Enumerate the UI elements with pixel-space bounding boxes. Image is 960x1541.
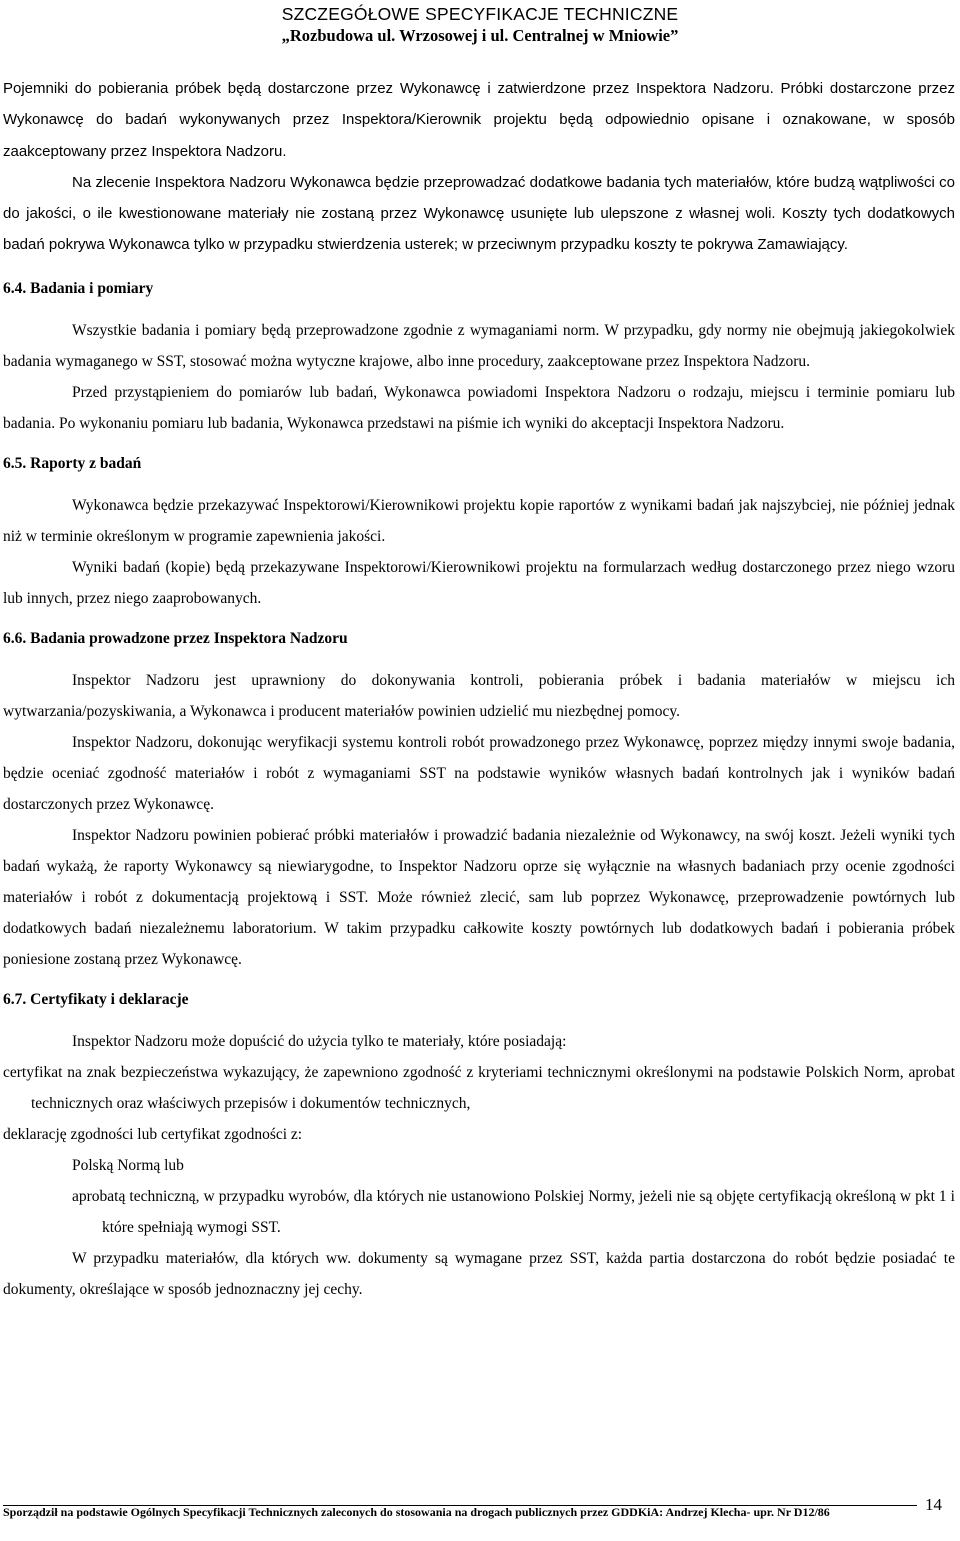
section-heading-6-7: 6.7. Certyfikaty i deklaracje bbox=[3, 990, 189, 1008]
section-heading-6-6: 6.6. Badania prowadzone przez Inspektora Nadzoru bbox=[3, 629, 348, 647]
list-item: certyfikat na znak bezpieczeństwa wykazujący, że zapewniono zgodność z kryteriami technicznymi określonymi na podstawie Polskich Norm, aprobat technicznych oraz właściwych przepisów i dokumentów technicznych, bbox=[3, 1063, 955, 1112]
footer-note: Sporządził na podstawie Ogólnych Specyfikacji Technicznych zaleconych do stosowania na drogach publicznych przez GDDKiA: Andrzej Klecha- upr. Nr D12/86 bbox=[3, 1505, 830, 1519]
page-header bbox=[0, 3, 960, 47]
section-heading-6-4: 6.4. Badania i pomiary bbox=[3, 279, 154, 297]
sub-list-item: aprobatą techniczną, w przypadku wyrobów, dla których nie ustanowiono Polskiej Normy, jeżeli nie są objęte certyfikacją określoną w pkt 1 i które spełniają wymogi SST. bbox=[72, 1187, 955, 1236]
paragraph: Na zlecenie Inspektora Nadzoru Wykonawca będzie przeprowadzać dodatkowe badania tych materiałów, które budzą wątpliwości co do jakości, o ile kwestionowane materiały nie zostaną przez Wykonawcę usunięte lub ulepszone z własnej woli. Koszty tych dodatkowych badań pokrywa Wykonawca tylko w przypadku stwierdzenia usterek; w przeciwnym przypadku koszty te pokrywa Zamawiający. bbox=[3, 173, 955, 254]
document-body bbox=[3, 73, 955, 1305]
section-heading-6-5: 6.5. Raporty z badań bbox=[3, 454, 142, 472]
paragraph: Przed przystąpieniem do pomiarów lub badań, Wykonawca powiadomi Inspektora Nadzoru o rodzaju, miejscu i terminie pomiaru lub badania. Po wykonaniu pomiaru lub badania, Wykonawca przedstawi na piśmie ich wyniki do akceptacji Inspektora Nadzoru. bbox=[3, 383, 955, 432]
paragraph: Wyniki badań (kopie) będą przekazywane Inspektorowi/Kierownikowi projektu na formularzach według dostarczonego przez niego wzoru lub innych, przez niego zaaprobowanych. bbox=[3, 558, 955, 607]
project-title: „Rozbudowa ul. Wrzosowej i ul. Centralnej w Mniowie” bbox=[281, 26, 679, 45]
list-item: deklarację zgodności lub certyfikat zgodności z: bbox=[3, 1125, 303, 1143]
paragraph: Inspektor Nadzoru powinien pobierać próbki materiałów i prowadzić badania niezależnie od Wykonawcy, na swój koszt. Jeżeli wyniki tych badań wykażą, że raporty Wykonawcy są niewiarygodne, to Inspektor Nadzoru oprze się wyłącznie na własnych badaniach przy ocenie zgodności materiałów i robót z dokumentacją projektową i SST. Może również zlecić, sam lub poprzez Wykonawcę, przeprowadzenie powtórnych lub dodatkowych badań niezależnemu laboratorium. W takim przypadku całkowite koszty powtórnych lub dodatkowych badań i pobierania próbek poniesione zostaną przez Wykonawcę. bbox=[3, 826, 955, 968]
document-type-title: SZCZEGÓŁOWE SPECYFIKACJE TECHNICZNE bbox=[281, 4, 679, 24]
paragraph: Wszystkie badania i pomiary będą przeprowadzone zgodnie z wymaganiami norm. W przypadku, gdy normy nie obejmują jakiegokolwiek badania wymaganego w SST, stosować można wytyczne krajowe, albo inne procedury, zaakceptowane przez Inspektora Nadzoru. bbox=[3, 321, 955, 370]
paragraph: Inspektor Nadzoru, dokonując weryfikacji systemu kontroli robót prowadzonego przez Wykonawcę, poprzez między innymi swoje badania, będzie oceniać zgodność materiałów i robót z wymaganiami SST na podstawie wyników własnych badań kontrolnych jak i wyników badań dostarczonych przez Wykonawcę. bbox=[3, 733, 955, 813]
page-number: 14 bbox=[925, 1495, 942, 1514]
paragraph: Inspektor Nadzoru jest uprawniony do dokonywania kontroli, pobierania próbek i badania materiałów w miejscu ich wytwarzania/pozyskiwania, a Wykonawca i producent materiałów powinien udzielić mu niezbędnej pomocy. bbox=[3, 671, 955, 720]
paragraph: Wykonawca będzie przekazywać Inspektorowi/Kierownikowi projektu kopie raportów z wynikami badań jak najszybciej, nie później jednak niż w terminie określonym w programie zapewnienia jakości. bbox=[3, 496, 955, 545]
paragraph: Pojemniki do pobierania próbek będą dostarczone przez Wykonawcę i zatwierdzone przez Inspektora Nadzoru. Próbki dostarczone przez Wykonawcę do badań wykonywanych przez Inspektora/Kierownik projektu będą odpowiednio opisane i oznakowane, w sposób zaakceptowany przez Inspektora Nadzoru. bbox=[3, 80, 955, 160]
sub-list-item: Polską Normą lub bbox=[72, 1156, 184, 1174]
paragraph: Inspektor Nadzoru może dopuścić do użycia tylko te materiały, które posiadają: bbox=[72, 1032, 567, 1050]
paragraph: W przypadku materiałów, dla których ww. dokumenty są wymagane przez SST, każda partia dostarczona do robót będzie posiadać te dokumenty, określające w sposób jednoznaczny jej cechy. bbox=[3, 1249, 955, 1298]
